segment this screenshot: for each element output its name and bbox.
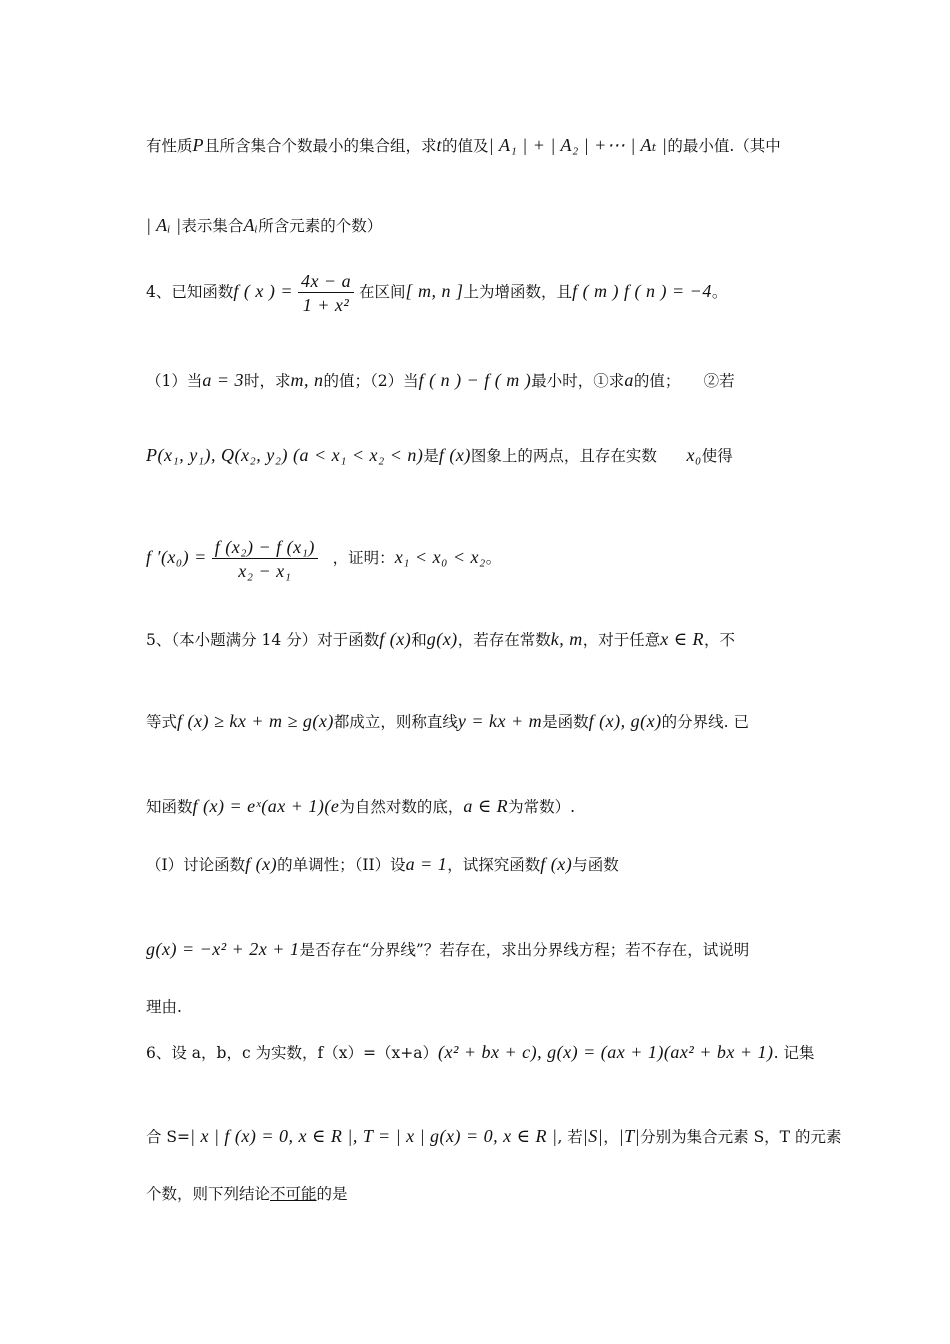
- math-fraction: [212, 538, 318, 580]
- math-expression: t: [436, 135, 443, 155]
- math-expression: g(x): [426, 629, 458, 649]
- question-5-reason: [146, 1000, 182, 1016]
- text-fragment: 理由.: [146, 998, 182, 1016]
- text-fragment: 分别为集合元素 S，T 的元素: [640, 1128, 842, 1146]
- text-fragment: 合 S=: [146, 1128, 191, 1146]
- math-expression: |T|: [618, 1126, 641, 1146]
- math-expression: | A₁ | + | A₂ | +⋯ | Aₜ |: [488, 135, 668, 155]
- math-expression: f (x) ≥ kx + m ≥ g(x): [177, 711, 334, 731]
- text-fragment: 且所含集合个数最小的集合组，求: [204, 137, 437, 155]
- text-fragment: 所含元素的个数）: [258, 217, 383, 235]
- text-line-set-size-note: [146, 216, 382, 235]
- text-fragment: 与函数: [572, 856, 619, 874]
- question-4-parts: [146, 371, 735, 390]
- math-expression: (x² + bx + c), g(x) = (ax + 1)(ax² + bx + 1): [438, 1042, 774, 1062]
- math-expression: y = kx + m: [457, 711, 543, 731]
- math-expression: P: [192, 135, 205, 155]
- text-fragment: , 若: [557, 1128, 583, 1146]
- text-fragment: 和: [411, 631, 427, 649]
- math-expression: f ′(x₀) =: [146, 547, 207, 567]
- text-fragment: 6、设 a，b，c 为实数，f（x）=（x+a）: [146, 1044, 438, 1062]
- text-fragment: . 记集: [773, 1044, 815, 1062]
- text-fragment: （I）讨论函数: [146, 856, 246, 874]
- fraction-denominator: 1 + x²: [302, 295, 350, 315]
- math-expression: |S|: [582, 1126, 604, 1146]
- text-fragment: 在区间: [359, 283, 406, 301]
- math-expression: x ∈ R: [660, 629, 705, 649]
- math-expression: a ∈ R: [463, 796, 509, 816]
- text-fragment: ，不: [704, 631, 736, 649]
- text-fragment: 。: [711, 283, 728, 301]
- text-fragment: 最小时，①求: [531, 372, 625, 390]
- text-fragment: 是否存在“分界线”？若存在，求出分界线方程；若不存在，试说明: [299, 941, 750, 959]
- text-fragment: 的是: [316, 1185, 348, 1203]
- math-expression: f (x): [438, 445, 471, 465]
- text-fragment: 知函数: [146, 798, 193, 816]
- math-expression: , T = | x | g(x) = 0, x ∈ R |: [352, 1126, 558, 1146]
- math-expression: a: [624, 370, 634, 390]
- text-fragment: 个数，则下列结论: [146, 1185, 271, 1203]
- math-fraction: [298, 272, 354, 314]
- question-4-derivative: [146, 538, 501, 580]
- text-fragment: 的单调性；（II）设: [277, 856, 406, 874]
- fraction-denominator: x₂ − x₁: [238, 561, 292, 581]
- question-5-g-function: [146, 940, 749, 959]
- text-fragment: ，: [603, 1128, 619, 1146]
- math-expression: | Aᵢ |: [146, 215, 182, 235]
- math-expression: f (x): [245, 854, 278, 874]
- text-fragment: ，证明：: [332, 549, 395, 567]
- math-expression: Aᵢ: [243, 215, 259, 235]
- text-fragment: 。: [485, 549, 502, 567]
- math-expression: k, m: [550, 629, 583, 649]
- text-fragment: 表示集合: [181, 217, 244, 235]
- text-fragment: 4、已知函数: [146, 283, 234, 301]
- text-line-property-p: [146, 136, 781, 155]
- math-expression: x₁ < x₀ < x₂: [394, 547, 486, 567]
- math-expression: f ( m ) f ( n ) = −4: [572, 281, 712, 301]
- text-fragment: 的值；（2）当: [323, 372, 419, 390]
- math-expression: a = 3: [202, 370, 245, 390]
- question-5-statement: [146, 630, 735, 649]
- math-expression: | x | f (x) = 0, x ∈ R |: [190, 1126, 353, 1146]
- text-fragment: 的分界线. 已: [661, 713, 749, 731]
- text-fragment: 使得: [701, 447, 733, 465]
- math-expression: f ( x ) =: [233, 281, 293, 301]
- text-fragment: 为常数）.: [508, 798, 576, 816]
- math-expression: g(x) = −x² + 2x + 1: [146, 939, 300, 959]
- math-expression: P(x₁, y₁), Q(x₂, y₂) (a < x₁ < x₂ < n): [146, 445, 424, 465]
- text-fragment: 是: [423, 447, 439, 465]
- text-fragment: 都成立，则称直线: [333, 713, 458, 731]
- question-4-statement: [146, 272, 727, 314]
- text-fragment: 等式: [146, 713, 178, 731]
- math-expression: f ( n ) − f ( m ): [418, 370, 532, 390]
- question-6-conclusion: [146, 1187, 348, 1203]
- question-5-parts: [146, 855, 619, 874]
- text-fragment: ，对于任意: [582, 631, 661, 649]
- text-fragment: 5、（本小题满分 14 分）对于函数: [146, 631, 380, 649]
- math-expression: f (x), g(x): [588, 711, 662, 731]
- math-expression: f (x) = eˣ(ax + 1)(e: [192, 796, 340, 816]
- text-fragment: 是函数: [542, 713, 589, 731]
- text-fragment: 有性质: [146, 137, 193, 155]
- text-fragment: 的最小值.（其中: [667, 137, 781, 155]
- question-4-points: [146, 446, 733, 465]
- text-fragment: 上为增函数，且: [463, 283, 573, 301]
- question-5-inequality: [146, 712, 749, 731]
- text-fragment: ，试探究函数: [447, 856, 541, 874]
- text-fragment: 为自然对数的底，: [339, 798, 464, 816]
- text-fragment: 时，求: [244, 372, 291, 390]
- text-fragment: ，若存在常数: [457, 631, 551, 649]
- math-expression: f (x): [379, 629, 412, 649]
- text-fragment: 图象上的两点，且存在实数: [470, 447, 657, 465]
- fraction-numerator: 4x − a: [298, 272, 354, 293]
- text-fragment: 的值及: [442, 137, 489, 155]
- math-expression: f (x): [540, 854, 573, 874]
- question-5-function: [146, 797, 575, 816]
- math-expression: m, n: [290, 370, 324, 390]
- math-expression: a = 1: [405, 854, 448, 874]
- underlined-text: 不可能: [270, 1185, 317, 1203]
- question-6-statement: [146, 1043, 814, 1062]
- question-6-sets: [146, 1127, 841, 1146]
- text-fragment: 的值； ②若: [633, 372, 735, 390]
- fraction-numerator: f (x₂) − f (x₁): [212, 538, 318, 559]
- math-expression: x₀: [686, 445, 702, 465]
- math-expression: [ m, n ]: [405, 281, 464, 301]
- text-fragment: （1）当: [146, 372, 203, 390]
